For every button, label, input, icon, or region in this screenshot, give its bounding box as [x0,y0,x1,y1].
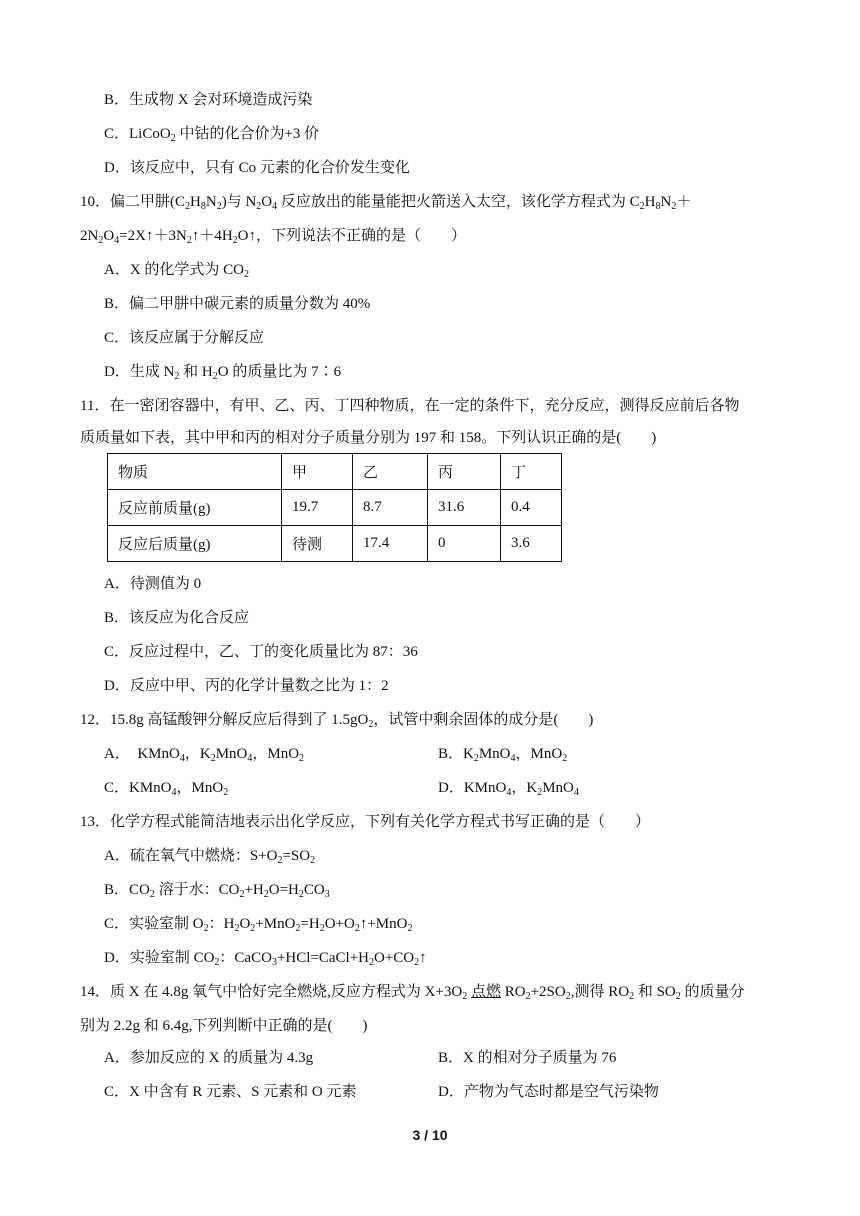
q13-option-a: A．硫在氧气中燃烧：$S+O_2=SO_2$ [104,848,316,866]
q12-option-d: D．KMnO$_4$，$K_2MnO_4$ [438,780,579,798]
page-number: 3 / 10 [412,1127,448,1143]
q14-stem-line1 [80,982,745,1002]
table-cell: 8.7 [353,490,428,526]
q13-option-b: B．$CO_2$ 溶于水：$CO_2+H_2O=H_2CO_3$ [104,882,330,900]
table-cell: 17.4 [353,526,428,562]
table-header-cell: 丁 [501,454,562,490]
q13-stem: 13．化学方程式能简洁地表示出化学反应，下列有关化学方程式书写正确的是（ ） [80,814,651,830]
q10-stem-line1: 10．偏二甲肼$(C_2H_8N_2)$与 $N_2O_4$ 反应放出的能量能把火箭送入太空，该化学方程式为 $C_2H_8N_2+$ [80,194,692,212]
table-cell: 3.6 [501,526,562,562]
q9-option-d: D．该反应中，只有 Co 元素的化合价发生变化 [104,160,410,176]
q11-option-c: C．反应过程中，乙、丁的变化质量比为 87：36 [104,644,418,660]
table-header-cell: 乙 [353,454,428,490]
q11-option-a: A．待测值为 0 [104,576,202,592]
table-cell: 反应前质量(g) [108,490,282,526]
q10-option-d: D．生成 $N_2$ 和 $H_2O$ 的质量比为 7∶6 [104,364,342,382]
table-cell: 待测 [282,526,353,562]
q14-stem-line2: 别为 2.2g 和 6.4g,下列判断中正确的是( ) [80,1018,368,1034]
q9-option-c: C．LiCoO$_2$ 中钴的化合价为+3 价 [104,126,320,144]
table-cell: 19.7 [282,490,353,526]
reaction-condition-label: 点燃 [470,984,501,1000]
q10-option-c: C．该反应属于分解反应 [104,330,265,346]
table-cell: 0.4 [501,490,562,526]
table-cell: 反应后质量(g) [108,526,282,562]
q13-option-d: D．实验室制 $CO_2$：$CaCO_3+HCl=CaCl+H_2O+CO_2↑$ [104,950,427,968]
table-row [108,490,562,526]
q11-stem-line2: 质质量如下表，其中甲和丙的相对分子质量分别为 197 和 158。下列认识正确的是( ) [80,430,657,446]
table-header-cell: 丙 [428,454,501,490]
q9-option-b: B．生成物 X 会对环境造成污染 [104,92,313,108]
q14-option-d: D．产物为气态时都是空气污染物 [438,1084,659,1100]
q11-mass-table [107,453,562,562]
q11-option-b: B．该反应为化合反应 [104,610,250,626]
q10-option-a: A．X 的化学式为 $CO_2$ [104,262,250,280]
q12-option-c: C．KMnO$_4$，MnO$_2$ [104,780,229,798]
q12-option-b: B．$K_2MnO_4$，MnO$_2$ [438,746,568,764]
q10-option-b: B．偏二甲肼中碳元素的质量分数为 40% [104,296,371,312]
table-cell: 0 [428,526,501,562]
q14-stem-pre: 14．质 X 在 4.8g 氧气中恰好完全燃烧,反应方程式为 $X+3O_2$ [80,984,468,1002]
q10-stem-line2: $2N_2O_4=2X↑+3N_2↑+4H_2O↑$，下列说法不正确的是（ ） [80,228,466,246]
q14-option-c: C．X 中含有 R 元素、S 元素和 O 元素 [104,1084,357,1100]
q12-stem: 12．15.8g 高锰酸钾分解反应后得到了 $1.5gO_2$，试管中剩余固体的成分是( ) [80,712,594,730]
table-cell: 31.6 [428,490,501,526]
table-header-cell: 甲 [282,454,353,490]
q14-option-a: A．参加反应的 X 的质量为 4.3g [104,1050,314,1066]
table-row [108,526,562,562]
q11-option-d: D．反应中甲、丙的化学计量数之比为 1：2 [104,678,389,694]
q12-option-a: A． KMnO$_4$，$K_2MnO_4$，MnO$_2$ [104,746,305,764]
q14-option-b: B．X 的相对分子质量为 76 [438,1050,617,1066]
q13-option-c: C．实验室制 $O_2$：$H_2O_2+MnO_2=H_2O+O_2↑+MnO_2$ [104,916,413,934]
q14-stem-post: $RO_2+2SO_2$,测得 $RO_2$ 和 $SO_2$ 的质量分 [500,984,745,1002]
table-header-cell: 物质 [108,454,282,490]
q11-stem-line1: 11．在一密闭容器中，有甲、乙、丙、丁四种物质，在一定的条件下，充分反应，测得反应前后各物 [80,398,740,414]
table-header-row [108,454,562,490]
